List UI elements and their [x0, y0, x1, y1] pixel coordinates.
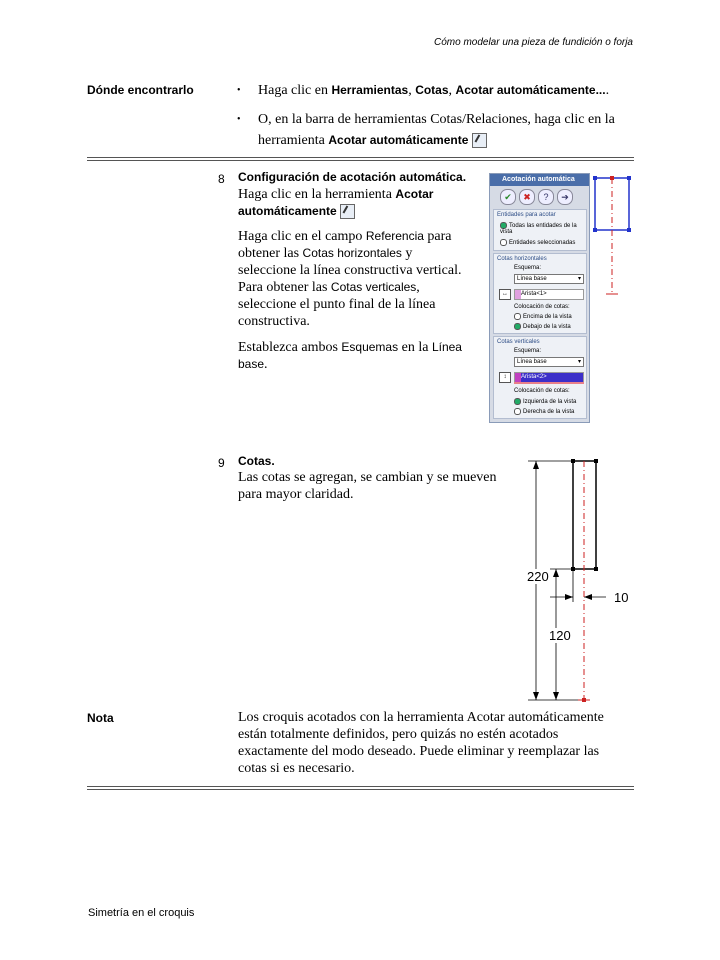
select-value: Línea base: [517, 359, 547, 365]
sep: ,: [408, 83, 416, 98]
bullet2-text: O, en la barra de herramientas Cotas/Relaciones, haga clic en la herramienta: [258, 112, 615, 148]
arrow-icon: [565, 594, 573, 600]
step9-body: [238, 454, 518, 503]
schema-select[interactable]: [514, 357, 584, 367]
ref-value: Arista<2>: [521, 374, 547, 380]
period: .: [605, 83, 610, 98]
placement-label: Colocación de cotas:: [514, 304, 570, 310]
radio-icon: [514, 408, 521, 415]
sketch-point: [594, 567, 598, 571]
footer-section: Simetría en el croquis: [88, 907, 195, 919]
radio-all-entities[interactable]: [500, 222, 580, 235]
where-label: Dónde encontrarlo: [87, 83, 194, 97]
group-vertical: [493, 336, 587, 419]
radio-left-view[interactable]: [514, 398, 576, 405]
pin-button[interactable]: ➔: [557, 189, 573, 205]
step8-number: 8: [218, 172, 225, 186]
radio-below-view[interactable]: [514, 323, 571, 330]
red-underline: [514, 382, 584, 384]
cancel-button[interactable]: ✖: [519, 189, 535, 205]
step8-paragraph3: [238, 339, 468, 373]
step8-line1: [238, 186, 468, 220]
option-label: Izquierda de la vista: [523, 399, 577, 406]
radio-icon: [514, 313, 521, 320]
sketch-point: [593, 176, 597, 180]
note-text: Los croquis acotados con la herramienta Acotar automáticamente están totalmente definidos, pero quizás no estén acotados exactamente del modo deseado. Puede eliminar y reemplazar las cotas si es necesario.: [238, 710, 604, 776]
sketch-point: [627, 176, 631, 180]
dimension-120[interactable]: 120: [549, 628, 571, 643]
step8-paragraph2: [238, 228, 468, 330]
section-divider: [87, 160, 634, 161]
option-label: Entidades seleccionadas: [509, 240, 576, 247]
radio-selected-entities[interactable]: [500, 239, 575, 246]
radio-icon: [514, 398, 521, 405]
reference-field-horizontal[interactable]: [514, 289, 584, 300]
radio-icon: [514, 323, 521, 330]
sketch-point: [571, 567, 575, 571]
sketch-point: [627, 228, 631, 232]
group-entities: [493, 209, 587, 251]
text: Establezca ambos: [238, 340, 342, 355]
group-horizontal: [493, 253, 587, 334]
arrow-icon: [533, 692, 539, 700]
text: , seleccione el punto final de la línea constructiva.: [238, 280, 436, 329]
section-divider: [87, 789, 634, 790]
radio-right-view[interactable]: [514, 408, 574, 415]
text: .: [264, 357, 268, 372]
text: y seleccione la línea constructiva vertical. Para obtener las: [238, 246, 462, 295]
term-esquemas: Esquemas: [341, 340, 399, 354]
option-label: Todas las entidades de la vista: [500, 223, 577, 236]
option-label: Debajo de la vista: [523, 324, 571, 331]
menu-herramientas: Herramientas: [331, 83, 409, 97]
bullet-icon: •: [237, 85, 241, 96]
sketch-point: [593, 228, 597, 232]
sketch-point: [594, 459, 598, 463]
text: para obtener las: [238, 229, 452, 261]
group-title: Cotas verticales: [497, 339, 540, 345]
menu-acotar-auto: Acotar automáticamente...: [455, 83, 606, 97]
radio-icon: [500, 239, 507, 246]
placement-label: Colocación de cotas:: [514, 388, 570, 394]
chevron-down-icon: ▾: [577, 276, 581, 282]
term-cotas-horiz: Cotas horizontales: [302, 246, 402, 260]
horizontal-dim-icon: ↔: [499, 289, 511, 300]
select-value: Línea base: [517, 276, 547, 282]
panel-title: Acotación automática: [490, 174, 589, 186]
autodimension-tool-icon: [472, 133, 487, 148]
selected-sketch-preview: [588, 170, 638, 300]
dimension-10[interactable]: 10: [614, 590, 629, 605]
step8-title: Configuración de acotación automática.: [238, 170, 467, 184]
arrow-icon: [533, 461, 539, 469]
step9-title: Cotas.: [238, 454, 275, 468]
schema-label: Esquema:: [514, 348, 542, 354]
schema-label: Esquema:: [514, 265, 542, 271]
bullet-icon: •: [237, 114, 241, 125]
note-label: Nota: [87, 711, 114, 725]
arrow-icon: [553, 692, 559, 700]
help-button[interactable]: ?: [538, 189, 554, 205]
tool-name: Acotar automáticamente: [238, 187, 434, 218]
autodimension-property-manager: [489, 173, 590, 423]
schema-select[interactable]: [514, 274, 584, 284]
step9-text: Las cotas se agregan, se cambian y se mueven para mayor claridad.: [238, 470, 497, 502]
term-cotas-vert: Cotas verticales: [330, 280, 417, 294]
text: Haga clic en el campo: [238, 229, 366, 244]
tool-acotar-auto: Acotar automáticamente: [328, 133, 469, 147]
text: en la: [398, 340, 432, 355]
section-divider: [87, 157, 634, 158]
ref-value: Arista<1>: [521, 291, 547, 297]
text: Haga clic en la herramienta: [238, 187, 396, 202]
construction-endpoint: [582, 698, 586, 702]
menu-cotas: Cotas: [415, 83, 449, 97]
arrow-icon: [584, 594, 592, 600]
option-label: Encima de la vista: [523, 314, 572, 321]
radio-icon: [500, 222, 507, 229]
chevron-down-icon: ▾: [577, 359, 581, 365]
arrow-icon: [553, 569, 559, 577]
step8-body: [238, 170, 468, 373]
radio-above-view[interactable]: [514, 313, 572, 320]
term-referencia: Referencia: [365, 229, 424, 243]
option-label: Derecha de la vista: [523, 409, 575, 416]
group-title: Entidades para acotar: [497, 212, 556, 218]
term-linea-base: Línea base: [238, 340, 462, 371]
vertical-dim-icon: ↕: [499, 372, 511, 383]
autodimension-tool-icon: [340, 204, 355, 219]
ok-button[interactable]: ✔: [500, 189, 516, 205]
running-header: Cómo modelar una pieza de fundición o forja: [433, 37, 633, 48]
step9-number: 9: [218, 456, 225, 470]
sep: ,: [448, 83, 456, 98]
bullet1-text: Haga clic en: [258, 83, 332, 98]
sketch-point: [571, 459, 575, 463]
section-divider: [87, 786, 634, 787]
group-title: Cotas horizontales: [497, 256, 547, 262]
dimension-220[interactable]: 220: [527, 569, 549, 584]
